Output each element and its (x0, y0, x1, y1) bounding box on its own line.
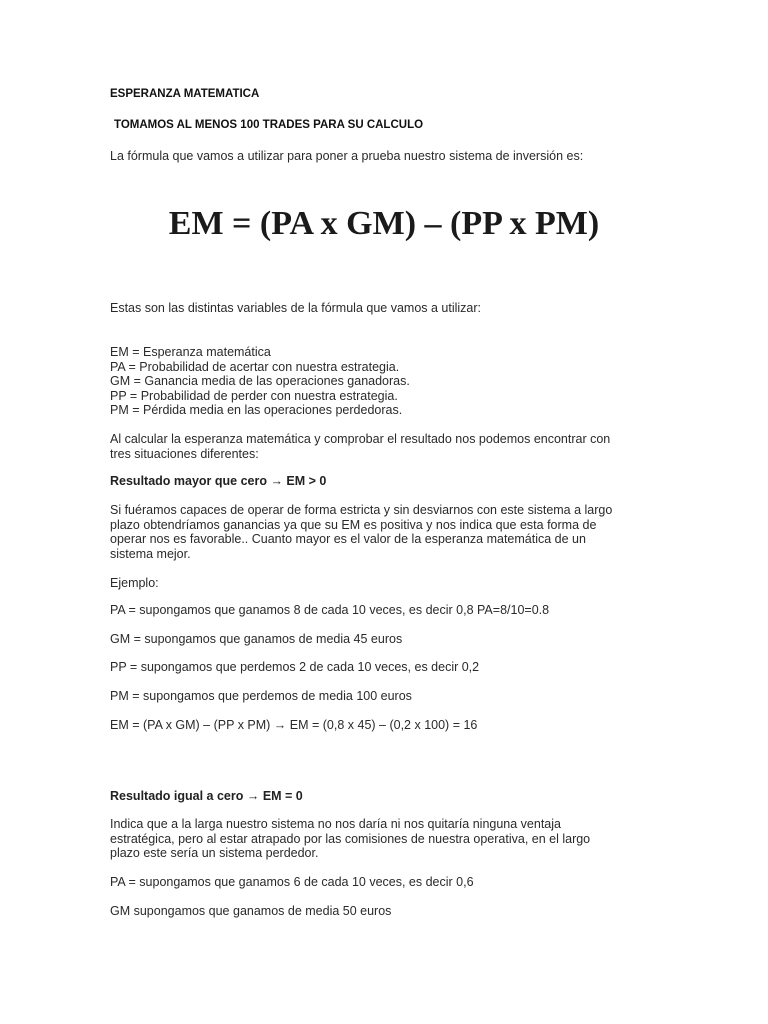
variable-item: GM = Ganancia media de las operaciones ganadoras. (110, 374, 410, 388)
example-line: PP = supongamos que perdemos 2 de cada 10 veces, es decir 0,2 (110, 660, 480, 674)
variables-list (110, 345, 410, 418)
doc-subtitle: TOMAMOS AL MENOS 100 TRADES PARA SU CALCULO (114, 119, 424, 131)
case1-heading: Resultado mayor que cero → EM > 0 (110, 474, 327, 488)
variable-item: PP = Probabilidad de perder con nuestra estrategia. (110, 388, 398, 403)
example-line: PA = supongamos que ganamos 6 de cada 10 veces, es decir 0,6 (110, 875, 474, 889)
case2-paragraph: Indica que a la larga nuestro sistema no nos daría ni nos quitaría ninguna ventaja estratégica, pero al estar atrapado por las comisiones de nuestra operativa, en el largo plazo este sería un sistema perdedor. (110, 817, 591, 860)
doc-title: ESPERANZA MATEMATICA (110, 88, 260, 100)
example-line: GM = supongamos que ganamos de media 45 euros (110, 632, 403, 646)
variable-item: PA = Probabilidad de acertar con nuestra estrategia. (110, 359, 400, 374)
example-line: PA = supongamos que ganamos 8 de cada 10 veces, es decir 0,8 PA=8/10=0.8 (110, 603, 550, 617)
intro-paragraph: La fórmula que vamos a utilizar para poner a prueba nuestro sistema de inversión es: (110, 149, 584, 163)
example-line: EM = (PA x GM) – (PP x PM) → EM = (0,8 x 45) – (0,2 x 100) = 16 (110, 718, 478, 732)
case2-heading: Resultado igual a cero → EM = 0 (110, 789, 303, 803)
variable-item: PM = Pérdida media en las operaciones perdedoras. (110, 403, 403, 417)
main-formula: EM = (PA x GM) – (PP x PM) (168, 205, 600, 242)
example-label: Ejemplo: (110, 576, 159, 590)
situations-paragraph: Al calcular la esperanza matemática y comprobar el resultado nos podemos encontrar con tres situaciones diferentes: (110, 432, 611, 461)
example-line: GM supongamos que ganamos de media 50 euros (110, 904, 392, 918)
case1-paragraph: Si fuéramos capaces de operar de forma estricta y sin desviarnos con este sistema a largo plazo obtendríamos ganancias ya que su EM es positiva y nos indica que esta forma de operar nos es favorable.. Cuanto mayor es el valor de la esperanza matemática de un sistema mejor. (110, 503, 613, 561)
variable-item: EM = Esperanza matemática (110, 345, 271, 359)
variables-intro: Estas son las distintas variables de la fórmula que vamos a utilizar: (110, 301, 482, 315)
example-line: PM = supongamos que perdemos de media 100 euros (110, 689, 412, 703)
